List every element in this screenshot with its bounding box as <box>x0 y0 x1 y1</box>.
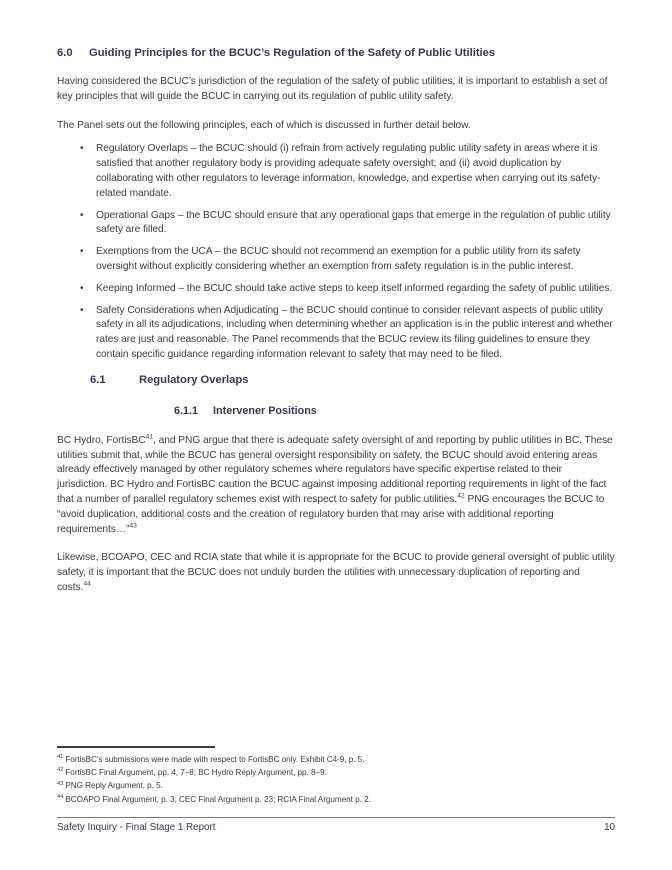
section-heading-6-0 <box>57 46 615 60</box>
heading-title: Guiding Principles for the BCUC’s Regulation of the Safety of Public Utilities <box>89 47 496 59</box>
list-item <box>80 209 615 239</box>
footnote-ref-41: 41 <box>145 433 154 441</box>
footnote-number: 42 <box>57 767 64 774</box>
paragraph-intro-1: Having considered the BCUC’s jurisdiction of the regulation of the safety of public utilities, it is important to establish a set of key principles that will guide the BCUC in carrying out its regulation of public utility safety. <box>57 76 608 102</box>
list-item-text: Operational Gaps – the BCUC should ensure that any operational gaps that emerge in the regulation of public utility safety are filled. <box>96 209 611 236</box>
list-item <box>80 142 615 201</box>
heading-number: 6.1.1 <box>174 404 199 417</box>
page-number: 10 <box>604 822 615 833</box>
footnote-text: FortisBC’s submissions were made with respect to FortisBC only. Exhibit C4-9, p. 5. <box>65 755 365 764</box>
bullet-marker: • <box>80 209 84 221</box>
list-item <box>80 304 615 363</box>
paragraph-text: PNG encourages the BCUC to “avoid duplication, additional costs and the creation of regulatory burden that may arise with additional reporting requirements…” <box>57 493 605 535</box>
list-item <box>80 245 615 275</box>
heading-number: 6.0 <box>57 47 73 59</box>
footnote-number: 43 <box>57 780 64 787</box>
section-heading-6-1-1 <box>174 404 615 418</box>
paragraph-text: , and PNG argue that there is adequate safety oversight of and reporting by public utilities in BC. These utilities submit that, while the BCUC has general oversight responsibility on safety, the BCUC should avoid entering areas already effectively managed by other regulatory schemes where regulators have specific expertise related to their jurisdiction. BC Hydro and FortisBC caution the BCUC against imposing additional reporting requirements in light of the fact that a number of parallel regulatory schemes exist with respect to safety for public utilities. <box>57 434 613 505</box>
paragraph-text: Likewise, BCOAPO, CEC and RCIA state that while it is appropriate for the BCUC to provide general oversight of public utility safety, it is important that the BCUC does not unduly burden the utilities with unnecessary duplication of reporting and costs. <box>57 552 615 593</box>
paragraph-intervener-positions-2 <box>57 551 615 595</box>
footnote-text: BCOAPO Final Argument, p. 3; CEC Final Argument p. 23; RCIA Final Argument p. 2. <box>65 794 371 804</box>
footnote-text: PNG Reply Argument, p. 5. <box>65 781 163 791</box>
bullet-marker: • <box>80 304 84 316</box>
page-content <box>57 0 615 596</box>
list-item <box>80 282 615 297</box>
paragraph-intro-2: The Panel sets out the following principles, each of which is discussed in further detail below. <box>57 119 471 131</box>
paragraph-intervener-positions-1 <box>57 434 615 538</box>
footnotes-section <box>57 746 615 806</box>
list-item-text: Exemptions from the UCA – the BCUC should not recommend an exemption for a public utility from its safety oversight without explicitly considering whether an exemption from safety regulation is in the public interest. <box>96 246 581 272</box>
footnote-ref-43: 43 <box>129 522 137 530</box>
footer-document-title: Safety Inquiry - Final Stage 1 Report <box>57 822 216 833</box>
bullet-marker: • <box>80 282 84 294</box>
footnote-ref-44: 44 <box>83 580 91 588</box>
footnote-text: FortisBC Final Argument, pp. 4, 7–8; BC Hydro Reply Argument, pp. 8–9. <box>65 768 327 778</box>
list-item-text: Regulatory Overlaps – the BCUC should (i) refrain from actively regulating public utility safety in areas where it is satisfied that another regulatory body is providing adequate safety oversight; and (ii) avoid duplication by collaborating with other regulators to leverage information, knowledge, and expertise when carrying out its safety-related mandate. <box>96 143 601 199</box>
footnote-separator <box>57 746 215 748</box>
principles-list <box>57 142 615 362</box>
footnote-number: 41 <box>57 754 64 761</box>
footnote-44 <box>57 793 615 806</box>
footnote-ref-42: 42 <box>457 492 465 500</box>
heading-title: Intervener Positions <box>213 404 317 417</box>
page-footer <box>57 817 615 833</box>
section-heading-6-1 <box>90 373 615 387</box>
footnote-43 <box>57 779 615 792</box>
list-item-text: Safety Considerations when Adjudicating – the BCUC should continue to consider relevant aspects of public utility safety in all its adjudications, including when determining whether an application is in the public interest and whether rates are just and reasonable. The Panel recommends that the BCUC review its filing guidelines to ensure they contain specific guidance regarding information relevant to safety that may need to be filed. <box>96 304 613 360</box>
heading-title: Regulatory Overlaps <box>139 373 249 386</box>
bullet-marker: • <box>80 143 84 155</box>
heading-number: 6.1 <box>90 373 106 386</box>
paragraph-text: BC Hydro, FortisBC <box>57 434 146 446</box>
footnote-41 <box>57 753 615 766</box>
bullet-marker: • <box>80 246 84 258</box>
footnote-42 <box>57 766 615 779</box>
footnote-number: 44 <box>57 793 64 800</box>
list-item-text: Keeping Informed – the BCUC should take active steps to keep itself informed regarding the safety of public utilities. <box>96 282 613 294</box>
